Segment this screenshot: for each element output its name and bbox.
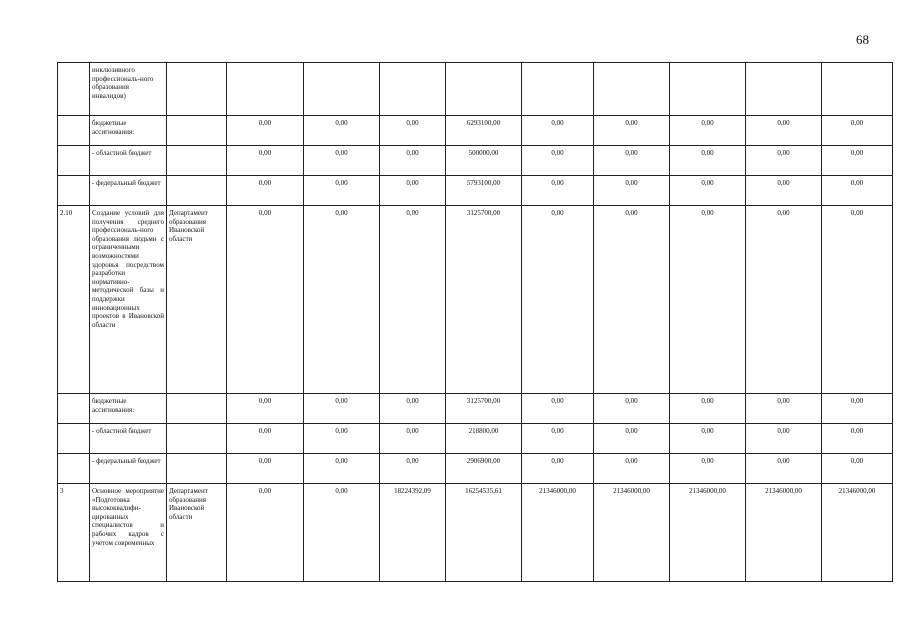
value-cell: 5793100,00 bbox=[446, 176, 522, 206]
value-cell: 0,00 bbox=[522, 454, 594, 484]
value-cell: 21346000,00 bbox=[670, 484, 746, 582]
value-cell: 0,00 bbox=[670, 424, 746, 454]
value-cell: 0,00 bbox=[822, 424, 893, 454]
row-index: 3 bbox=[58, 484, 90, 582]
value-cell: 0,00 bbox=[380, 206, 446, 394]
value-cell: 0,00 bbox=[380, 146, 446, 176]
value-cell: 21346000,00 bbox=[746, 484, 822, 582]
row-description: - федеральный бюджет bbox=[90, 176, 167, 206]
value-cell: 0,00 bbox=[227, 176, 304, 206]
value-cell: 0,00 bbox=[594, 116, 670, 146]
row-index bbox=[58, 116, 90, 146]
value-cell: 0,00 bbox=[670, 454, 746, 484]
value-cell bbox=[746, 63, 822, 116]
value-cell: 21346000,00 bbox=[522, 484, 594, 582]
value-cell: 500000,00 bbox=[446, 146, 522, 176]
budget-table bbox=[57, 62, 893, 582]
row-executor: Департамент образования Ивановской области bbox=[167, 206, 227, 394]
value-cell: 0,00 bbox=[670, 116, 746, 146]
row-description: - областной бюджет bbox=[90, 424, 167, 454]
value-cell: 0,00 bbox=[670, 176, 746, 206]
value-cell bbox=[304, 63, 380, 116]
table-row bbox=[58, 63, 893, 116]
row-executor bbox=[167, 63, 227, 116]
value-cell: 0,00 bbox=[227, 484, 304, 582]
table-row bbox=[58, 206, 893, 394]
page-number: 68 bbox=[856, 32, 869, 47]
row-executor bbox=[167, 176, 227, 206]
value-cell: 0,00 bbox=[227, 394, 304, 424]
row-index: 2.10 bbox=[58, 206, 90, 394]
table-row bbox=[58, 424, 893, 454]
value-cell: 0,00 bbox=[746, 424, 822, 454]
table-row bbox=[58, 484, 893, 582]
row-index bbox=[58, 63, 90, 116]
row-description: - федеральный бюджет bbox=[90, 454, 167, 484]
table-row bbox=[58, 116, 893, 146]
value-cell: 0,00 bbox=[304, 116, 380, 146]
value-cell: 0,00 bbox=[227, 116, 304, 146]
row-index bbox=[58, 176, 90, 206]
value-cell: 0,00 bbox=[594, 206, 670, 394]
row-executor bbox=[167, 424, 227, 454]
row-description: инклюзивного профессиональ-ного образования инвалидов) bbox=[90, 63, 167, 116]
value-cell: 0,00 bbox=[522, 146, 594, 176]
value-cell: 0,00 bbox=[304, 394, 380, 424]
value-cell: 0,00 bbox=[304, 424, 380, 454]
value-cell: 0,00 bbox=[380, 394, 446, 424]
value-cell: 0,00 bbox=[822, 146, 893, 176]
value-cell bbox=[446, 63, 522, 116]
value-cell: 0,00 bbox=[594, 454, 670, 484]
value-cell: 0,00 bbox=[227, 146, 304, 176]
value-cell: 0,00 bbox=[227, 424, 304, 454]
row-description: Создание условий для получения среднего профессиональ-ного образования людьми с ограниченными возможностями здоровья посредством разработки нормативно-методической базы и поддержки инновационных проектов в Ивановской области bbox=[90, 206, 167, 394]
value-cell: 18224392,09 bbox=[380, 484, 446, 582]
value-cell: 0,00 bbox=[304, 484, 380, 582]
value-cell: 0,00 bbox=[380, 424, 446, 454]
value-cell: 0,00 bbox=[746, 176, 822, 206]
table-row bbox=[58, 176, 893, 206]
row-executor: Департамент образования Ивановской области bbox=[167, 484, 227, 582]
value-cell: 0,00 bbox=[746, 206, 822, 394]
row-executor bbox=[167, 116, 227, 146]
row-index bbox=[58, 146, 90, 176]
value-cell: 0,00 bbox=[380, 116, 446, 146]
row-description: бюджетные ассигнования: bbox=[90, 116, 167, 146]
value-cell: 2906900,00 bbox=[446, 454, 522, 484]
value-cell bbox=[227, 63, 304, 116]
table-row bbox=[58, 454, 893, 484]
row-executor bbox=[167, 454, 227, 484]
row-index bbox=[58, 394, 90, 424]
value-cell: 16254535,61 bbox=[446, 484, 522, 582]
table-row bbox=[58, 394, 893, 424]
value-cell: 0,00 bbox=[746, 146, 822, 176]
value-cell: 0,00 bbox=[227, 206, 304, 394]
row-index bbox=[58, 454, 90, 484]
value-cell: 0,00 bbox=[746, 394, 822, 424]
value-cell: 0,00 bbox=[594, 146, 670, 176]
row-executor bbox=[167, 394, 227, 424]
value-cell: 0,00 bbox=[522, 206, 594, 394]
value-cell: 6293100,00 bbox=[446, 116, 522, 146]
value-cell bbox=[522, 63, 594, 116]
value-cell: 0,00 bbox=[822, 116, 893, 146]
value-cell: 0,00 bbox=[746, 454, 822, 484]
value-cell: 0,00 bbox=[522, 394, 594, 424]
value-cell: 0,00 bbox=[822, 206, 893, 394]
value-cell: 0,00 bbox=[304, 206, 380, 394]
value-cell: 0,00 bbox=[822, 176, 893, 206]
row-index bbox=[58, 424, 90, 454]
table-row bbox=[58, 146, 893, 176]
value-cell: 0,00 bbox=[522, 176, 594, 206]
value-cell: 0,00 bbox=[822, 394, 893, 424]
value-cell: 0,00 bbox=[594, 424, 670, 454]
value-cell: 0,00 bbox=[670, 394, 746, 424]
value-cell: 0,00 bbox=[304, 146, 380, 176]
row-description: - областной бюджет bbox=[90, 146, 167, 176]
value-cell: 0,00 bbox=[522, 116, 594, 146]
value-cell: 0,00 bbox=[227, 454, 304, 484]
value-cell bbox=[670, 63, 746, 116]
value-cell: 0,00 bbox=[304, 176, 380, 206]
value-cell: 0,00 bbox=[670, 146, 746, 176]
value-cell: 0,00 bbox=[594, 394, 670, 424]
value-cell: 218800,00 bbox=[446, 424, 522, 454]
row-executor bbox=[167, 146, 227, 176]
value-cell: 0,00 bbox=[380, 454, 446, 484]
row-description: бюджетные ассигнования: bbox=[90, 394, 167, 424]
value-cell: 21346000,00 bbox=[594, 484, 670, 582]
value-cell: 0,00 bbox=[746, 116, 822, 146]
value-cell bbox=[594, 63, 670, 116]
value-cell: 0,00 bbox=[670, 206, 746, 394]
value-cell: 0,00 bbox=[304, 454, 380, 484]
table-body bbox=[58, 63, 893, 582]
value-cell bbox=[822, 63, 893, 116]
row-description: Основное мероприятие «Подготовка высококвалифи-цированных специалистов и рабочих кадров с учетом современных bbox=[90, 484, 167, 582]
value-cell: 21346000,00 bbox=[822, 484, 893, 582]
value-cell bbox=[380, 63, 446, 116]
value-cell: 0,00 bbox=[380, 176, 446, 206]
value-cell: 0,00 bbox=[594, 176, 670, 206]
value-cell: 0,00 bbox=[522, 424, 594, 454]
value-cell: 3125700,00 bbox=[446, 394, 522, 424]
value-cell: 0,00 bbox=[822, 454, 893, 484]
value-cell: 3125700,00 bbox=[446, 206, 522, 394]
